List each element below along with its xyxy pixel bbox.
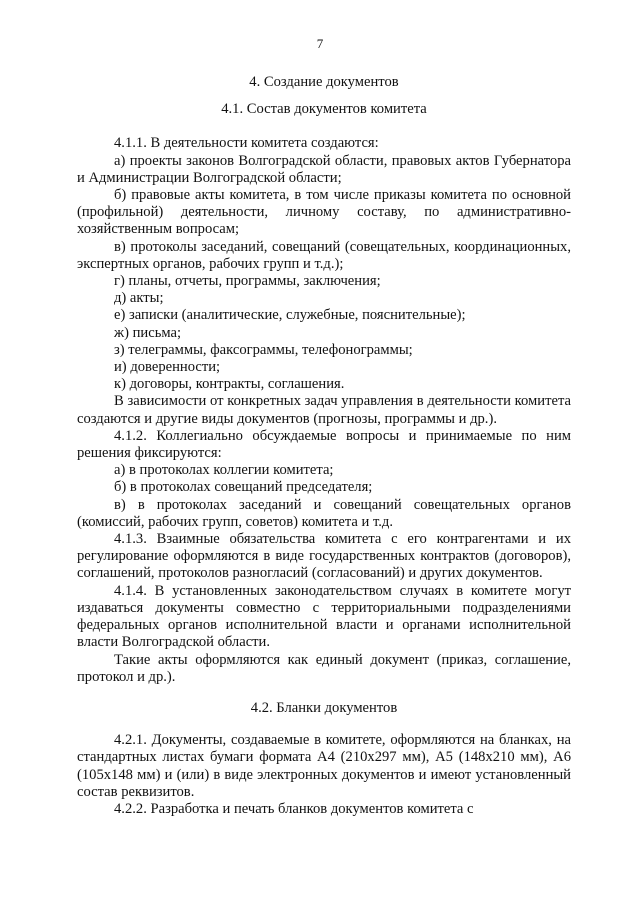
list-item-v-protocols: в) протоколы заседаний, совещаний (совещательных, координационных, экспертных органов, рабочих групп и т.д.); xyxy=(77,238,571,272)
list-item-a-draft-laws: а) проекты законов Волгоградской области, правовых актов Губернатора и Администрации Волгоградской области; xyxy=(77,152,571,186)
list-item-i-powers-of-attorney: и) доверенности; xyxy=(114,359,221,376)
paragraph-single-document: Такие акты оформляются как единый документ (приказ, соглашение, протокол и др.). xyxy=(77,651,571,685)
list-item-e-notes: е) записки (аналитические, служебные, пояснительные); xyxy=(114,307,466,324)
paragraph-4-2-1: 4.2.1. Документы, создаваемые в комитете, оформляются на бланках, на стандартных листах бумаги формата А4 (210х297 мм), А5 (148х210 мм), А6 (105х148 мм) и (или) в виде электронных документов и имеют установленный состав реквизитов. xyxy=(77,732,571,800)
paragraph-4-1-1: 4.1.1. В деятельности комитета создаются: xyxy=(114,135,379,152)
page-number: 7 xyxy=(316,36,324,51)
paragraph-other-documents: В зависимости от конкретных задач управления в деятельности комитета создаются и другие виды документов (прогнозы, программы и др.). xyxy=(77,393,571,427)
list-item-b-legal-acts: б) правовые акты комитета, в том числе приказы комитета по основной (профильной) деятельности, личному составу, по административно-хозяйственным вопросам; xyxy=(77,187,571,238)
subsection-composition-body xyxy=(77,135,571,686)
subsection-title-forms: 4.2. Бланки документов xyxy=(250,699,398,716)
paragraph-4-1-3: 4.1.3. Взаимные обязательства комитета с его контрагентами и их регулирование оформляются в виде государственных контрактов (договоров), соглашений, протоколов разногласий (согласований) и других документов. xyxy=(77,531,571,582)
list-item-v-advisory-protocols: в) в протоколах заседаний и совещаний совещательных органов (комиссий, рабочих групп, советов) комитета и т.д. xyxy=(77,496,571,530)
subsection-forms-body xyxy=(77,732,571,818)
list-item-b-chairman-protocols: б) в протоколах совещаний председателя; xyxy=(114,479,373,496)
paragraph-4-2-2: 4.2.2. Разработка и печать бланков документов комитета с xyxy=(114,800,474,817)
list-item-g-plans: г) планы, отчеты, программы, заключения; xyxy=(114,273,381,290)
paragraph-4-1-2: 4.1.2. Коллегиально обсуждаемые вопросы и принимаемые по ним решения фиксируются: xyxy=(77,427,571,462)
list-item-zh-letters: ж) письма; xyxy=(114,324,182,341)
list-item-d-acts: д) акты; xyxy=(114,290,164,307)
subsection-title-composition: 4.1. Состав документов комитета xyxy=(221,101,427,118)
list-item-k-contracts: к) договоры, контракты, соглашения. xyxy=(114,376,345,393)
paragraph-4-1-4: 4.1.4. В установленных законодательством случаях в комитете могут издаваться документы совместно с территориальными подразделениями федеральных органов исполнительной власти и органами исполнительной власти Волгоградской области. xyxy=(77,582,571,651)
document-body xyxy=(77,74,571,818)
list-item-z-telegrams: з) телеграммы, факсограммы, телефонограммы; xyxy=(114,341,413,358)
section-title: 4. Создание документов xyxy=(249,74,399,90)
list-item-a-board-protocols: а) в протоколах коллегии комитета; xyxy=(114,462,334,479)
